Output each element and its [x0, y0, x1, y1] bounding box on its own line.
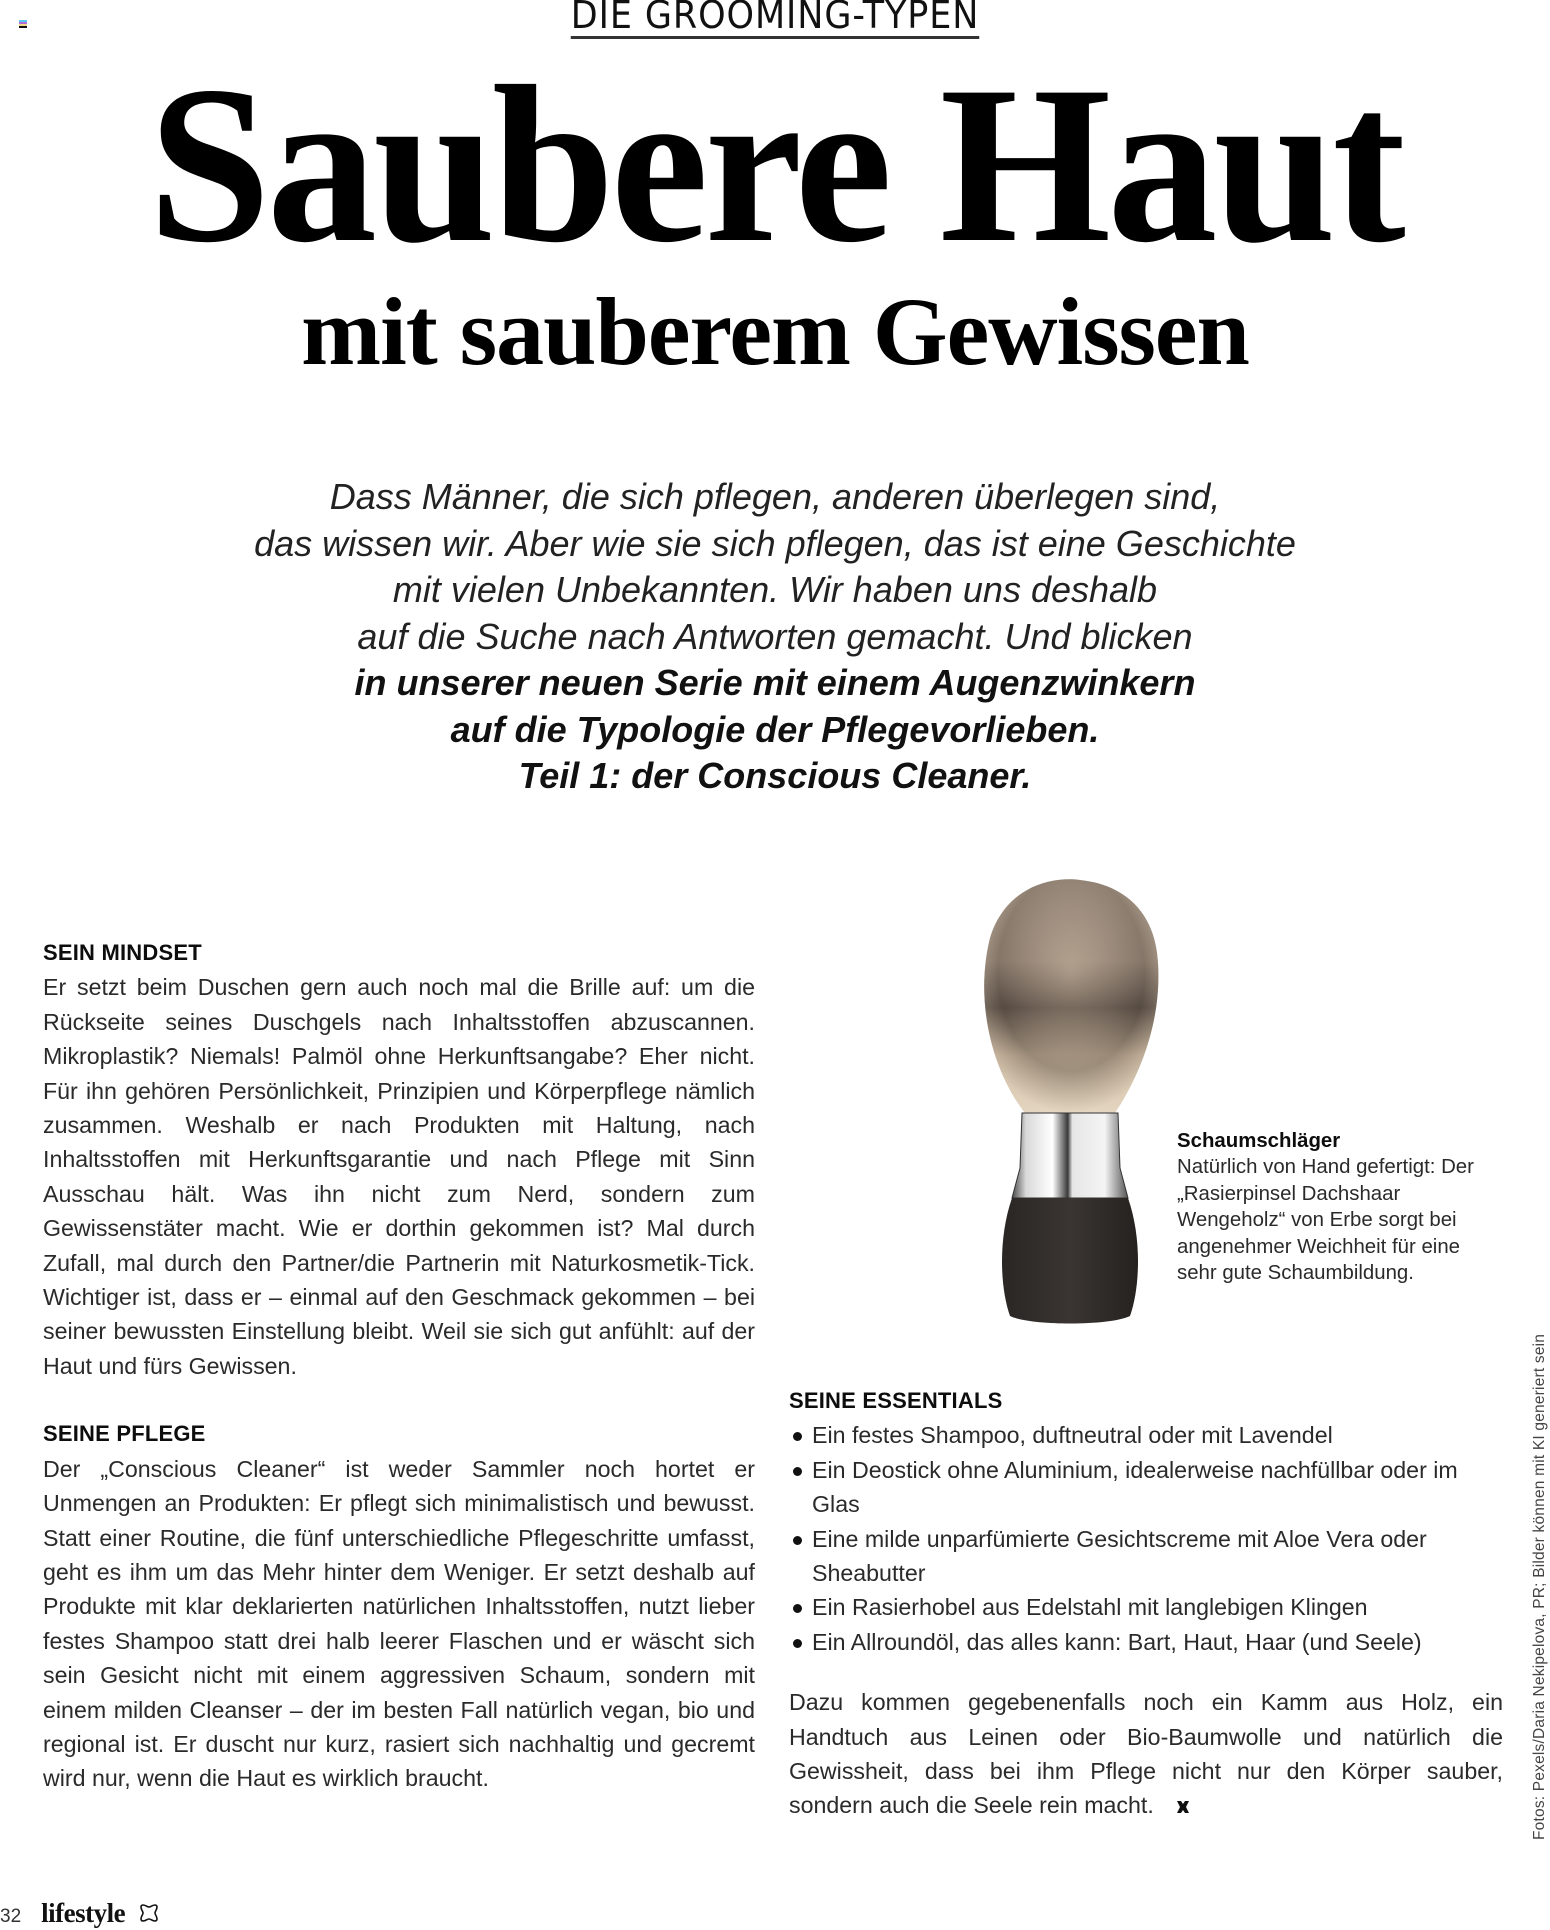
list-item: Eine milde unparfümierte Gesichtscreme mit Aloe Vera oder Sheabutter	[789, 1522, 1503, 1591]
caption-text: Natürlich von Hand gefertigt: Der „Rasierpinsel Dachshaar Wengeholz“ von Erbe sorgt bei angenehmer Weichheit für eine sehr gute Schaumbildung.	[1177, 1156, 1474, 1285]
intro-line-bold: in unserer neuen Serie mit einem Augenzwinkern	[354, 662, 1196, 703]
kicker-text: DIE GROOMING-TYPEN	[571, 0, 980, 39]
section-body-mindset: Er setzt beim Duschen gern auch noch mal die Brille auf: um die Rückseite seines Duschgels nach Inhaltsstoffen abzuscannen. Mikroplastik? Niemals! Palmöl ohne Herkunftsangabe? Eher nicht. Für ihn gehören Persönlichkeit, Prinzipien und Körperpflege nämlich zusammen. Weshalb er nach Produkten mit Haltung, nach Inhaltsstoffen mit Herkunftsgarantie und nach Pflege mit Sinn Ausschau hält. Was ihn nicht zum Nerd, sondern zum Gewissenstäter macht. Wie er dorthin gekommen ist? Mal durch Zufall, mal durch den Partner/die Partnerin mit Naturkosmetik-Tick. Wichtiger ist, dass er – einmal auf den Geschmack gekommen – bei seiner bewussten Einstellung bleibt. Weil sie sich gut anfühlt: auf der Haut und fürs Gewissen.	[43, 974, 755, 1379]
list-item: Ein Allroundöl, das alles kann: Bart, Haut, Haar (und Seele)	[789, 1625, 1503, 1659]
section-heading-pflege: SEINE PFLEGE	[43, 1421, 206, 1447]
photo-credit: Fotos: Pexels/Daria Nekipelova, PR; Bilder können mit KI generiert sein	[1531, 1333, 1548, 1840]
intro-line-bold: Teil 1: der Conscious Cleaner.	[518, 755, 1032, 796]
series-kicker	[0, 0, 1550, 39]
page-title: Saubere Haut	[148, 39, 1402, 289]
right-column	[789, 1384, 1503, 1823]
page-subtitle: mit sauberem Gewissen	[301, 278, 1249, 385]
page-number: 32	[0, 1906, 22, 1927]
outro-text: Dazu kommen gegebenenfalls noch ein Kamm aus Holz, ein Handtuch aus Leinen oder Bio-Baumwolle und natürlich die Gewissheit, dass bei ihm Pflege nicht nur den Körper sauber, sondern auch die Seele rein macht.	[789, 1689, 1503, 1819]
section-body-pflege: Der „Conscious Cleaner“ ist weder Sammler noch hortet er Unmengen an Produkten: Er pflegt sich minimalistisch und bewusst. Statt einer Routine, die fünf unterschiedliche Pflegeschritte umfasst, geht es ihm um das Mehr hinter dem Weniger. Er setzt deshalb auf Produkte mit klar deklarierten natürlichen Inhaltsstoffen, nutzt lieber festes Shampoo statt drei halb leerer Flaschen und er wäscht sich sein Gesicht nicht mit einem aggressiven Schaum, sondern mit einem milden Cleanser – der im besten Fall natürlich vegan, bio und regional ist. Er duscht nur kurz, rasiert sich nachhaltig und gecremt wird nur, wenn die Haut es wirklich braucht.	[43, 1455, 755, 1792]
page-footer	[0, 1898, 159, 1928]
intro-line: Dass Männer, die sich pflegen, anderen überlegen sind,	[329, 476, 1221, 517]
intro-line: auf die Suche nach Antworten gemacht. Und blicken	[357, 615, 1193, 657]
section-heading-essentials: SEINE ESSENTIALS	[789, 1388, 1003, 1413]
product-caption	[1177, 1128, 1497, 1286]
intro-lead	[150, 474, 1400, 800]
end-of-article-icon	[1176, 1800, 1190, 1814]
section-name: lifestyle	[41, 1898, 126, 1928]
intro-line: das wissen wir. Aber wie sie sich pflegen, das ist eine Geschichte	[254, 522, 1296, 564]
left-column	[43, 936, 755, 1796]
caption-heading: Schaumschläger	[1177, 1130, 1341, 1152]
section-heading-mindset: SEIN MINDSET	[43, 940, 202, 965]
spacer	[43, 1383, 755, 1417]
intro-line: mit vielen Unbekannten. Wir haben uns deshalb	[392, 569, 1158, 610]
list-item: Ein Deostick ohne Aluminium, idealerweise nachfüllbar oder im Glas	[789, 1453, 1503, 1522]
list-item: Ein festes Shampoo, duftneutral oder mit Lavendel	[789, 1418, 1503, 1452]
intro-line-bold: auf die Typologie der Pflegevorlieben.	[450, 708, 1100, 750]
essentials-list	[789, 1418, 1503, 1659]
quatrefoil-icon	[139, 1903, 159, 1923]
essentials-outro	[789, 1685, 1503, 1823]
shaving-brush-image	[970, 868, 1170, 1328]
list-item: Ein Rasierhobel aus Edelstahl mit langlebigen Klingen	[789, 1590, 1503, 1624]
